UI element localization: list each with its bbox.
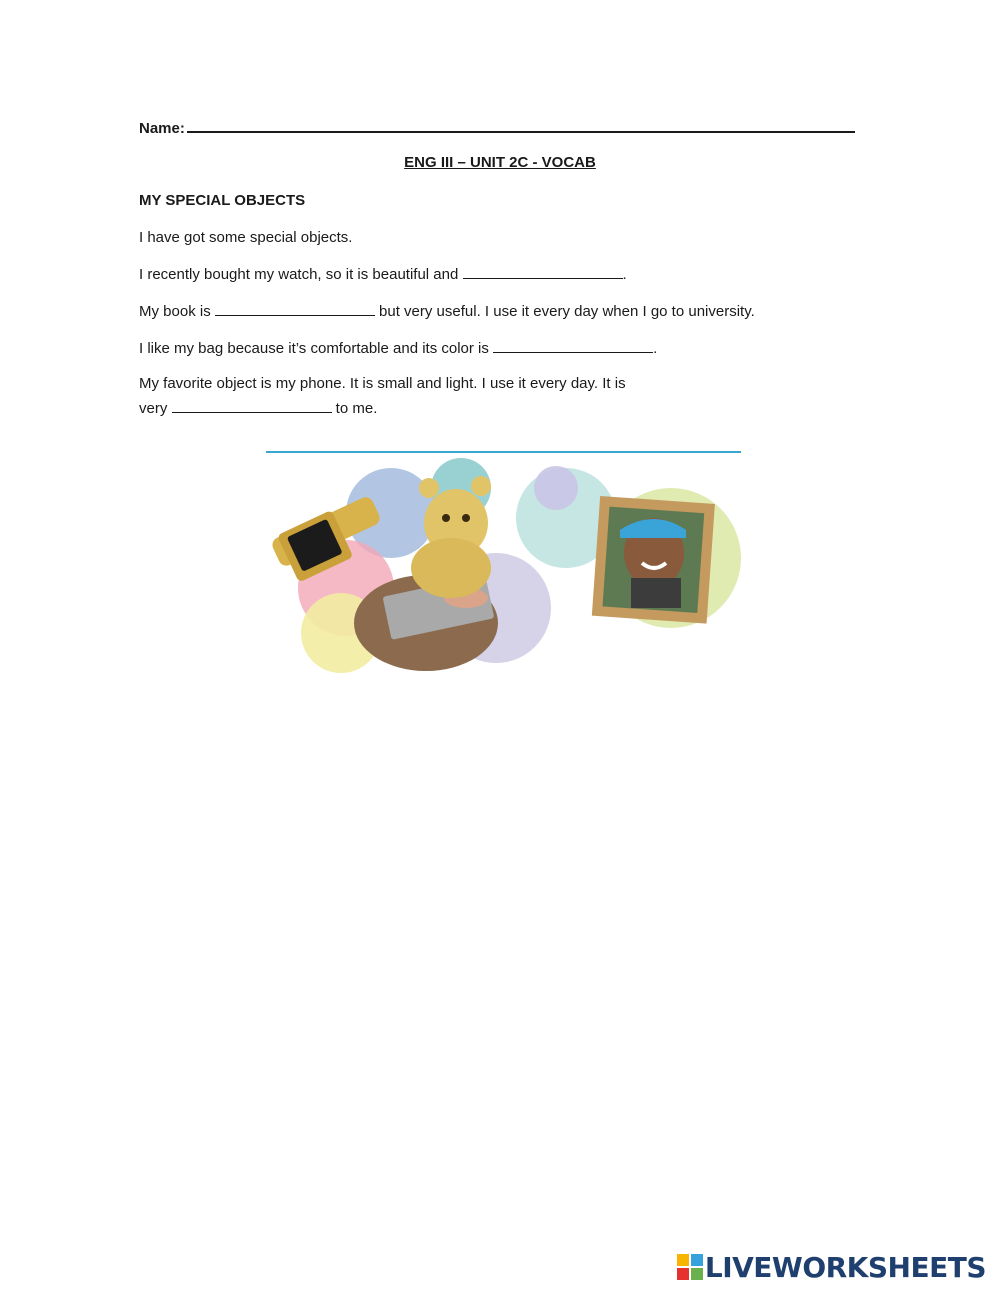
section-heading: MY SPECIAL OBJECTS	[139, 192, 306, 209]
liveworksheets-logo	[677, 1252, 986, 1282]
sentence-3-end: .	[653, 340, 658, 357]
sentence-4-line-2	[139, 398, 377, 419]
blank-4[interactable]	[172, 398, 332, 413]
sentence-2	[139, 301, 755, 322]
divider-line	[266, 451, 741, 453]
sentence-4-line-1: My favorite object is my phone. It is small and light. I use it every day. It is	[139, 375, 626, 392]
sentence-1-text: I recently bought my watch, so it is beautiful and	[139, 266, 463, 283]
sentence-1-end: .	[622, 266, 627, 283]
sentence-3	[139, 338, 657, 359]
name-field	[139, 117, 855, 139]
intro-text: I have got some special objects.	[139, 229, 353, 246]
sentence-1	[139, 264, 627, 285]
special-objects-image	[266, 458, 746, 678]
sentence-4-text: very	[139, 400, 172, 417]
sentence-4-end: to me.	[331, 400, 378, 417]
name-label: Name:	[139, 120, 185, 137]
live-grid-icon	[677, 1254, 703, 1280]
sentence-2-end: but very useful. I use it every day when I go to university.	[374, 303, 755, 320]
sentence-2-text: My book is	[139, 303, 215, 320]
blank-1[interactable]	[463, 264, 623, 279]
sentence-3-text: I like my bag because it’s comfortable and its color is	[139, 340, 494, 357]
blank-2[interactable]	[215, 301, 375, 316]
brand-name: LIVEWORKSHEETS	[704, 1250, 986, 1284]
blank-3[interactable]	[493, 338, 653, 353]
worksheet-title: ENG III – UNIT 2C - VOCAB	[404, 154, 596, 171]
name-input-line[interactable]	[187, 117, 855, 133]
